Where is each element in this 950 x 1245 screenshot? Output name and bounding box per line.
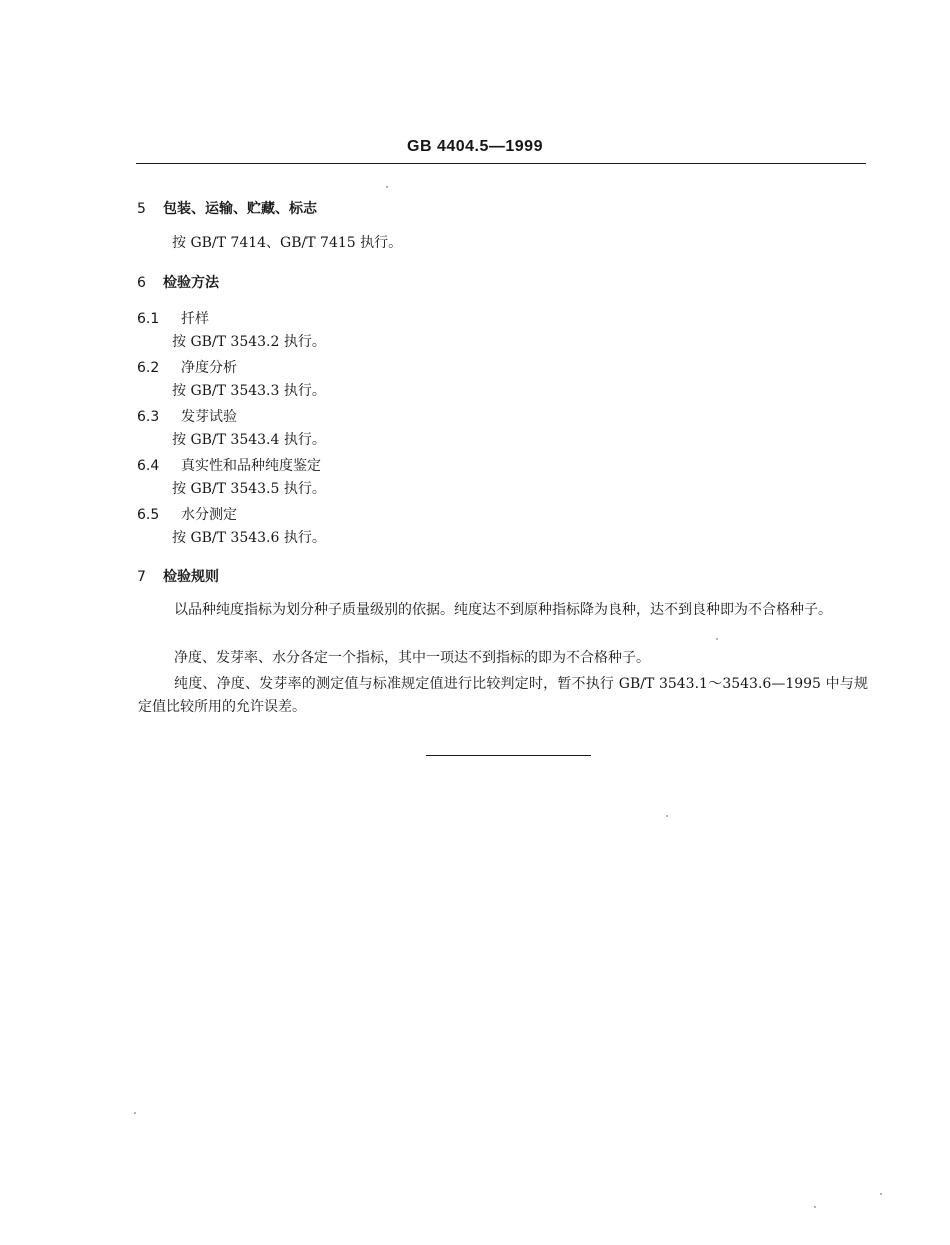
subsection-title: 水分测定 [181, 507, 237, 523]
subsection-6-4-heading [137, 455, 321, 475]
subsection-6-1-body: 按 GB/T 3543.2 执行。 [172, 334, 326, 350]
section-title: 检验方法 [163, 275, 219, 291]
subsection-6-2-heading [137, 357, 237, 377]
section-7-paragraph: 净度、发芽率、水分各定一个指标，其中一项达不到指标的即为不合格种子。 [174, 650, 650, 666]
section-title: 检验规则 [163, 569, 219, 585]
section-number: 7 [137, 569, 146, 585]
section-5-body: 按 GB/T 7414、GB/T 7415 执行。 [172, 235, 403, 251]
subsection-6-3-body: 按 GB/T 3543.4 执行。 [172, 432, 326, 448]
section-number: 5 [137, 201, 146, 217]
section-6-heading [137, 272, 219, 292]
scan-speck [134, 1112, 136, 1114]
subsection-6-4-body: 按 GB/T 3543.5 执行。 [172, 481, 326, 497]
end-of-document-rule [426, 755, 591, 756]
section-7-paragraph: 以品种纯度指标为划分种子质量级别的依据。纯度达不到原种指标降为良种，达不到良种即为不合格种子。 [174, 602, 832, 618]
section-title: 包装、运输、贮藏、标志 [163, 201, 317, 217]
subsection-number: 6.5 [137, 507, 160, 523]
subsection-6-2-body: 按 GB/T 3543.3 执行。 [172, 383, 326, 399]
section-7-heading [137, 566, 219, 586]
subsection-number: 6.4 [137, 458, 160, 474]
subsection-6-1-heading [137, 308, 209, 328]
section-7-paragraph: 纯度、净度、发芽率的测定值与标准规定值进行比较判定时，暂不执行 GB/T 3543.1～3543.6—1995 中与规定值比较所用的允许误差。 [138, 676, 868, 715]
subsection-6-5-body: 按 GB/T 3543.6 执行。 [172, 530, 326, 546]
subsection-title: 真实性和品种纯度鉴定 [181, 458, 321, 474]
scan-speck [386, 186, 388, 188]
subsection-6-5-heading [137, 504, 237, 524]
subsection-number: 6.2 [137, 360, 160, 376]
subsection-number: 6.1 [137, 311, 160, 327]
scan-speck [814, 1206, 816, 1208]
scan-speck [666, 815, 668, 817]
scan-speck [880, 1193, 882, 1195]
header-rule [136, 163, 866, 164]
subsection-number: 6.3 [137, 409, 160, 425]
subsection-title: 净度分析 [181, 360, 237, 376]
subsection-title: 扦样 [181, 311, 209, 327]
section-number: 6 [137, 275, 146, 291]
section-5-heading [137, 198, 317, 218]
subsection-6-3-heading [137, 406, 237, 426]
scan-speck [716, 638, 718, 640]
standard-code: GB 4404.5—1999 [407, 138, 543, 155]
subsection-title: 发芽试验 [181, 409, 237, 425]
